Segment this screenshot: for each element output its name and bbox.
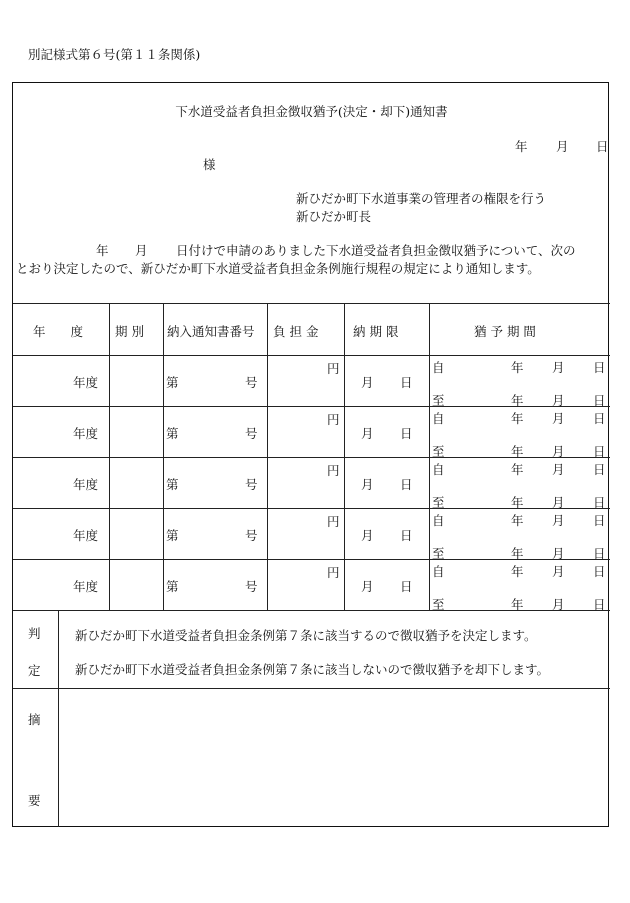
row3-to: 至 xyxy=(432,495,445,510)
row2-fiscal-year: 年度 xyxy=(73,426,99,441)
table-top-line xyxy=(13,303,610,304)
row1-due-day: 日 xyxy=(400,375,413,390)
date-year-label: 年 xyxy=(515,139,528,154)
row5-to-month: 月 xyxy=(552,597,565,612)
row4-to: 至 xyxy=(432,546,445,561)
row3-from-month: 月 xyxy=(552,462,565,477)
document-title: 下水道受益者負担金徴収猶予(決定・却下)通知書 xyxy=(175,104,448,119)
row5-due-month: 月 xyxy=(361,579,374,594)
judgement-option-reject: 新ひだか町下水道受益者負担金条例第７条に該当しないので徴収猶予を却下します。 xyxy=(75,662,550,677)
issuer-line1: 新ひだか町下水道事業の管理者の権限を行う xyxy=(296,191,547,206)
row1-due-month: 月 xyxy=(361,375,374,390)
row2-from: 自 xyxy=(432,411,445,426)
judgement-label-top: 判 xyxy=(28,626,41,641)
row3-to-month: 月 xyxy=(552,495,565,510)
row2-no-prefix: 第 xyxy=(166,426,179,441)
row4-from-year: 年 xyxy=(511,513,524,528)
row5-to-year: 年 xyxy=(511,597,524,612)
row2-to-day: 日 xyxy=(593,444,606,459)
row1-from-year: 年 xyxy=(511,360,524,375)
judgement-option-approve: 新ひだか町下水道受益者負担金条例第７条に該当するので徴収猶予を決定します。 xyxy=(75,628,537,643)
row2-due-month: 月 xyxy=(361,426,374,441)
row2-no-suffix: 号 xyxy=(245,426,258,441)
row5-yen: 円 xyxy=(327,565,340,580)
row5-from-day: 日 xyxy=(593,564,606,579)
row3-no-prefix: 第 xyxy=(166,477,179,492)
col-divider-1 xyxy=(109,303,110,610)
row1-from-day: 日 xyxy=(593,360,606,375)
row1-to-month: 月 xyxy=(552,393,565,408)
row4-to-year: 年 xyxy=(511,546,524,561)
body-line1: 日付けで申請のありました下水道受益者負担金徴収猶予について、次の xyxy=(176,243,576,258)
summary-field[interactable] xyxy=(59,689,608,826)
col-divider-2 xyxy=(163,303,164,610)
row3-from: 自 xyxy=(432,462,445,477)
row4-fiscal-year: 年度 xyxy=(73,528,99,543)
row2-to: 至 xyxy=(432,444,445,459)
row5-from-year: 年 xyxy=(511,564,524,579)
row4-due-day: 日 xyxy=(400,528,413,543)
row5-from: 自 xyxy=(432,564,445,579)
body-year-label: 年 xyxy=(96,243,109,258)
row5-due-day: 日 xyxy=(400,579,413,594)
row1-to: 至 xyxy=(432,393,445,408)
row1-no-prefix: 第 xyxy=(166,375,179,390)
header-due-date: 納 期 限 xyxy=(353,324,399,339)
date-month-label: 月 xyxy=(556,139,569,154)
row4-yen: 円 xyxy=(327,514,340,529)
col-divider-5 xyxy=(429,303,430,610)
row4-no-prefix: 第 xyxy=(166,528,179,543)
row4-from-month: 月 xyxy=(552,513,565,528)
row1-fiscal-year: 年度 xyxy=(73,375,99,390)
row3-from-year: 年 xyxy=(511,462,524,477)
row5-fiscal-year: 年度 xyxy=(73,579,99,594)
issuer-line2: 新ひだか町長 xyxy=(296,209,372,224)
row3-due-month: 月 xyxy=(361,477,374,492)
header-notice-number: 納入通知書番号 xyxy=(167,324,255,339)
row4-due-month: 月 xyxy=(361,528,374,543)
header-period: 期 別 xyxy=(115,324,144,339)
row5-to-day: 日 xyxy=(593,597,606,612)
row5-from-month: 月 xyxy=(552,564,565,579)
summary-label-bottom: 要 xyxy=(28,793,41,808)
row4-no-suffix: 号 xyxy=(245,528,258,543)
form-frame xyxy=(12,82,609,827)
row5-no-suffix: 号 xyxy=(245,579,258,594)
row2-from-day: 日 xyxy=(593,411,606,426)
row2-to-month: 月 xyxy=(552,444,565,459)
date-day-label: 日 xyxy=(596,139,609,154)
header-deferral-period: 猶 予 期 間 xyxy=(474,324,536,339)
addressee-suffix: 様 xyxy=(203,157,216,172)
row2-from-year: 年 xyxy=(511,411,524,426)
header-amount: 負 担 金 xyxy=(273,324,319,339)
col-divider-3 xyxy=(267,303,268,610)
row1-yen: 円 xyxy=(327,361,340,376)
row1-no-suffix: 号 xyxy=(245,375,258,390)
row3-fiscal-year: 年度 xyxy=(73,477,99,492)
row3-no-suffix: 号 xyxy=(245,477,258,492)
row5-to: 至 xyxy=(432,597,445,612)
row2-to-year: 年 xyxy=(511,444,524,459)
form-reference: 別記様式第６号(第１１条関係) xyxy=(28,47,201,62)
row1-from-month: 月 xyxy=(552,360,565,375)
row4-from-day: 日 xyxy=(593,513,606,528)
row3-to-year: 年 xyxy=(511,495,524,510)
body-line2: とおり決定したので、新ひだか町下水道受益者負担金条例施行規程の規定により通知します。 xyxy=(16,261,540,276)
header-bottom-line xyxy=(13,355,610,356)
col-divider-4 xyxy=(344,303,345,610)
summary-label-top: 摘 xyxy=(28,712,41,727)
body-month-label: 月 xyxy=(135,243,148,258)
row4-from: 自 xyxy=(432,513,445,528)
row2-yen: 円 xyxy=(327,412,340,427)
header-fiscal-year: 年 度 xyxy=(33,324,84,339)
judgement-label-bottom: 定 xyxy=(28,663,41,678)
row1-to-day: 日 xyxy=(593,393,606,408)
row3-due-day: 日 xyxy=(400,477,413,492)
row3-from-day: 日 xyxy=(593,462,606,477)
row3-to-day: 日 xyxy=(593,495,606,510)
row2-due-day: 日 xyxy=(400,426,413,441)
row4-to-day: 日 xyxy=(593,546,606,561)
row3-yen: 円 xyxy=(327,463,340,478)
row5-no-prefix: 第 xyxy=(166,579,179,594)
row1-from: 自 xyxy=(432,360,445,375)
row4-to-month: 月 xyxy=(552,546,565,561)
row1-to-year: 年 xyxy=(511,393,524,408)
row2-from-month: 月 xyxy=(552,411,565,426)
